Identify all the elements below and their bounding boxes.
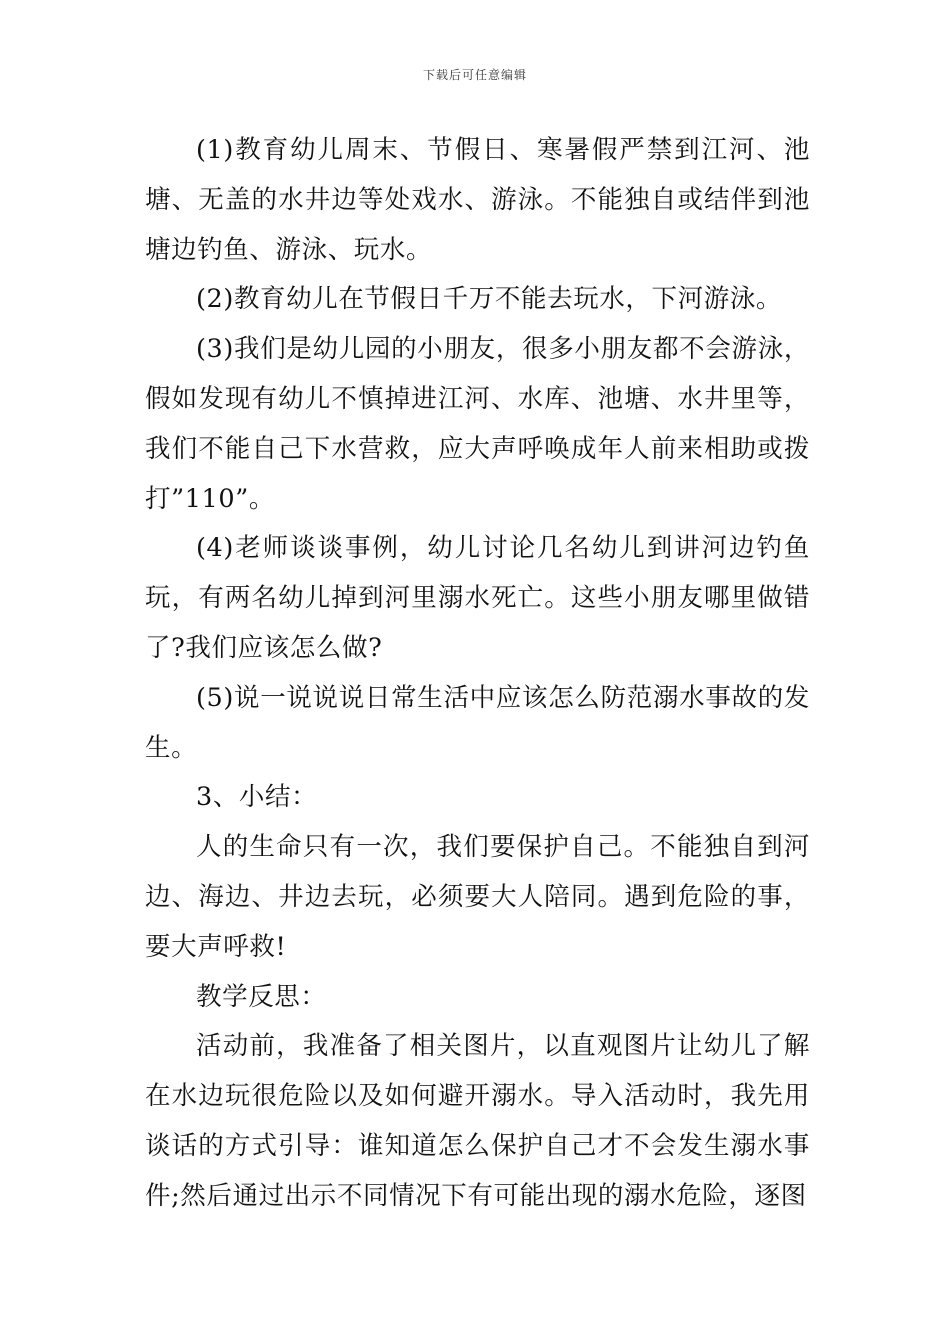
paragraph-reflection: 活动前，我准备了相关图片，以直观图片让幼儿了解在水边玩很危险以及如何避开溺水。导入活动时，我先用谈话的方式引导：谁知道怎么保护自己才不会发生溺水事件;然后通过出示不同情况下有可能出现的溺水危险，逐图 [145, 1031, 810, 1211]
document-body [145, 126, 810, 1222]
paragraph-safety-rule-2: (2)教育幼儿在节假日千万不能去玩水，下河游泳。 [196, 284, 783, 315]
paragraph-safety-rule-5: (5)说一说说说日常生活中应该怎么防范溺水事故的发生。 [145, 682, 810, 763]
paragraph-safety-rule-1: (1)教育幼儿周末、节假日、寒暑假严禁到江河、池塘、无盖的水井边等处戏水、游泳。不能独自或结伴到池塘边钓鱼、游泳、玩水。 [145, 135, 810, 265]
section-heading-summary: 3、小结： [196, 782, 318, 813]
section-heading-reflection: 教学反思： [196, 981, 327, 1012]
paragraph-safety-rule-3: (3)我们是幼儿园的小朋友，很多小朋友都不会游泳，假如发现有幼儿不慎掉进江河、水库、池塘、水井里等，我们不能自己下水营救，应大声呼唤成年人前来相助或拨打”110”。 [145, 334, 810, 514]
page-header: 下载后可任意编辑 [422, 68, 527, 82]
paragraph-safety-rule-4: (4)老师谈谈事例，幼儿讨论几名幼儿到讲河边钓鱼玩，有两名幼儿掉到河里溺水死亡。这些小朋友哪里做错了?我们应该怎么做? [145, 533, 810, 663]
paragraph-summary: 人的生命只有一次，我们要保护自己。不能独自到河边、海边、井边去玩，必须要大人陪同。遇到危险的事，要大声呼救! [145, 832, 810, 962]
